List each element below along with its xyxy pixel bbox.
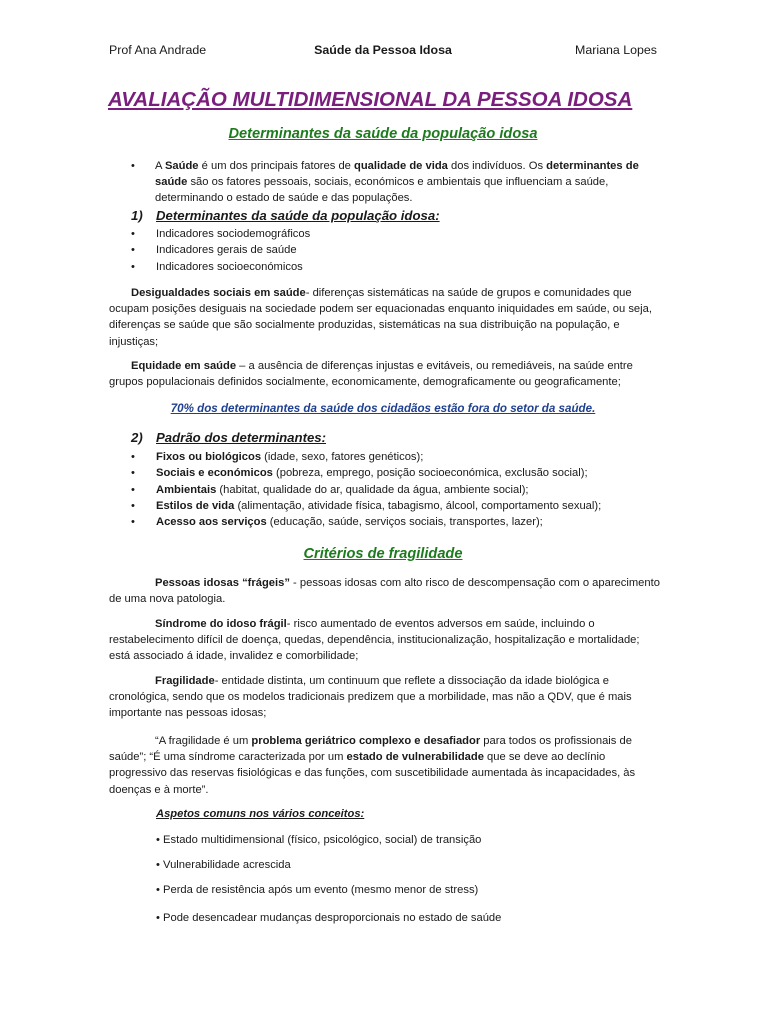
highlight-statement: 70% dos determinantes da saúde dos cidadãos estão fora do setor da saúde. [170,402,596,415]
quote-paragraph: “A fragilidade é um problema geriátrico complexo e desafiador para todos os profissionais de saúde”; “É uma síndrome caracterizada por um estado de vulnerabilidade que se deve ao declínio progressivo das reservas fisiológicas e das funções, com suscetibilidade aumentada às incapacidades, às doenças e à morte”. [109,735,636,796]
sindrome-paragraph: Síndrome do idoso frágil- risco aumentado de eventos adversos em saúde, incluindo o restabelecimento difícil de doença, quedas, dependência, institucionalização, hospitalização e mortalidade; está associado á idade, invalidez e comorbilidade; [109,618,640,663]
list-item: • Acesso aos serviços (educação, saúde, serviços sociais, transportes, lazer); [131,516,543,529]
section-title-fragilidade: Critérios de fragilidade [303,546,463,562]
subsection-1-number: 1) [131,208,143,223]
list-item: • Indicadores socioeconómicos [131,260,303,273]
aspetos-heading: Aspetos comuns nos vários conceitos: [156,808,365,820]
aspeto-item: • Estado multidimensional (físico, psicológico, social) de transição [156,834,482,846]
desigualdades-paragraph: Desigualdades sociais em saúde- diferenças sistemáticas na saúde de grupos e comunidades que ocupam posições desiguais na sociedade podem ser equacionadas enquanto iniquidades em saúde, ou seja, diferenças se saúde que são socialmente produzidas, sistemáticas na sua distribuição na população, e injustiças; [109,287,652,348]
header-course-title: Saúde da Pessoa Idosa [314,43,452,57]
intro-paragraph: A Saúde é um dos principais fatores de qualidade de vida dos indivíduos. Os determinantes de saúde são os fatores pessoais, sociais, económicos e ambientais que influenciam a saúde, determinando o estado de saúde e das populações. [155,160,639,205]
header-author-left: Prof Ana Andrade [109,43,207,57]
subsection-1-title: Determinantes da saúde da população idosa: [156,208,440,223]
frageis-paragraph: Pessoas idosas “frágeis” - pessoas idosas com alto risco de descompensação com o aparecimento de uma nova patologia. [109,577,660,606]
list-item: • Fixos ou biológicos (idade, sexo, fatores genéticos); [131,451,424,463]
subsection-2-number: 2) [131,430,143,445]
aspeto-item: • Vulnerabilidade acrescida [156,859,291,871]
intro-bullet: • [131,160,135,172]
header-author-right: Mariana Lopes [575,43,657,57]
equidade-paragraph: Equidade em saúde – a ausência de diferenças injustas e evitáveis, ou remediáveis, na saúde entre grupos populacionais definidos socialmente, economicamente, demograficamente ou geograficamente; [109,360,633,389]
list-item: • Estilos de vida (alimentação, atividade física, tabagismo, álcool, comportamento sexual); [131,499,602,512]
list-item: • Sociais e económicos (pobreza, emprego, posição socioeconómica, exclusão social); [131,467,588,480]
determinants-pattern-list [0,449,768,530]
aspeto-item: • Pode desencadear mudanças desproporcionais no estado de saúde [156,912,502,924]
fragilidade-paragraph: Fragilidade- entidade distinta, um continuum que reflete a dissociação da idade biológica e cronológica, sendo que os modelos tradicionais predizem que a morbilidade, mas não a QDV, que é mais importante nas pessoas idosas; [109,675,632,720]
document-title: AVALIAÇÃO MULTIDIMENSIONAL DA PESSOA IDOSA [108,88,633,111]
list-item: • Ambientais (habitat, qualidade do ar, qualidade da água, ambiente social); [131,483,529,496]
indicators-list [0,226,768,275]
page-header [109,42,657,60]
aspeto-item: • Perda de resistência após um evento (mesmo menor de stress) [156,884,479,896]
list-item: • Indicadores gerais de saúde [131,244,297,257]
subsection-2-title: Padrão dos determinantes: [156,430,327,445]
section-title-determinantes: Determinantes da saúde da população idosa [228,126,538,142]
list-item: • Indicadores sociodemográficos [131,228,311,240]
